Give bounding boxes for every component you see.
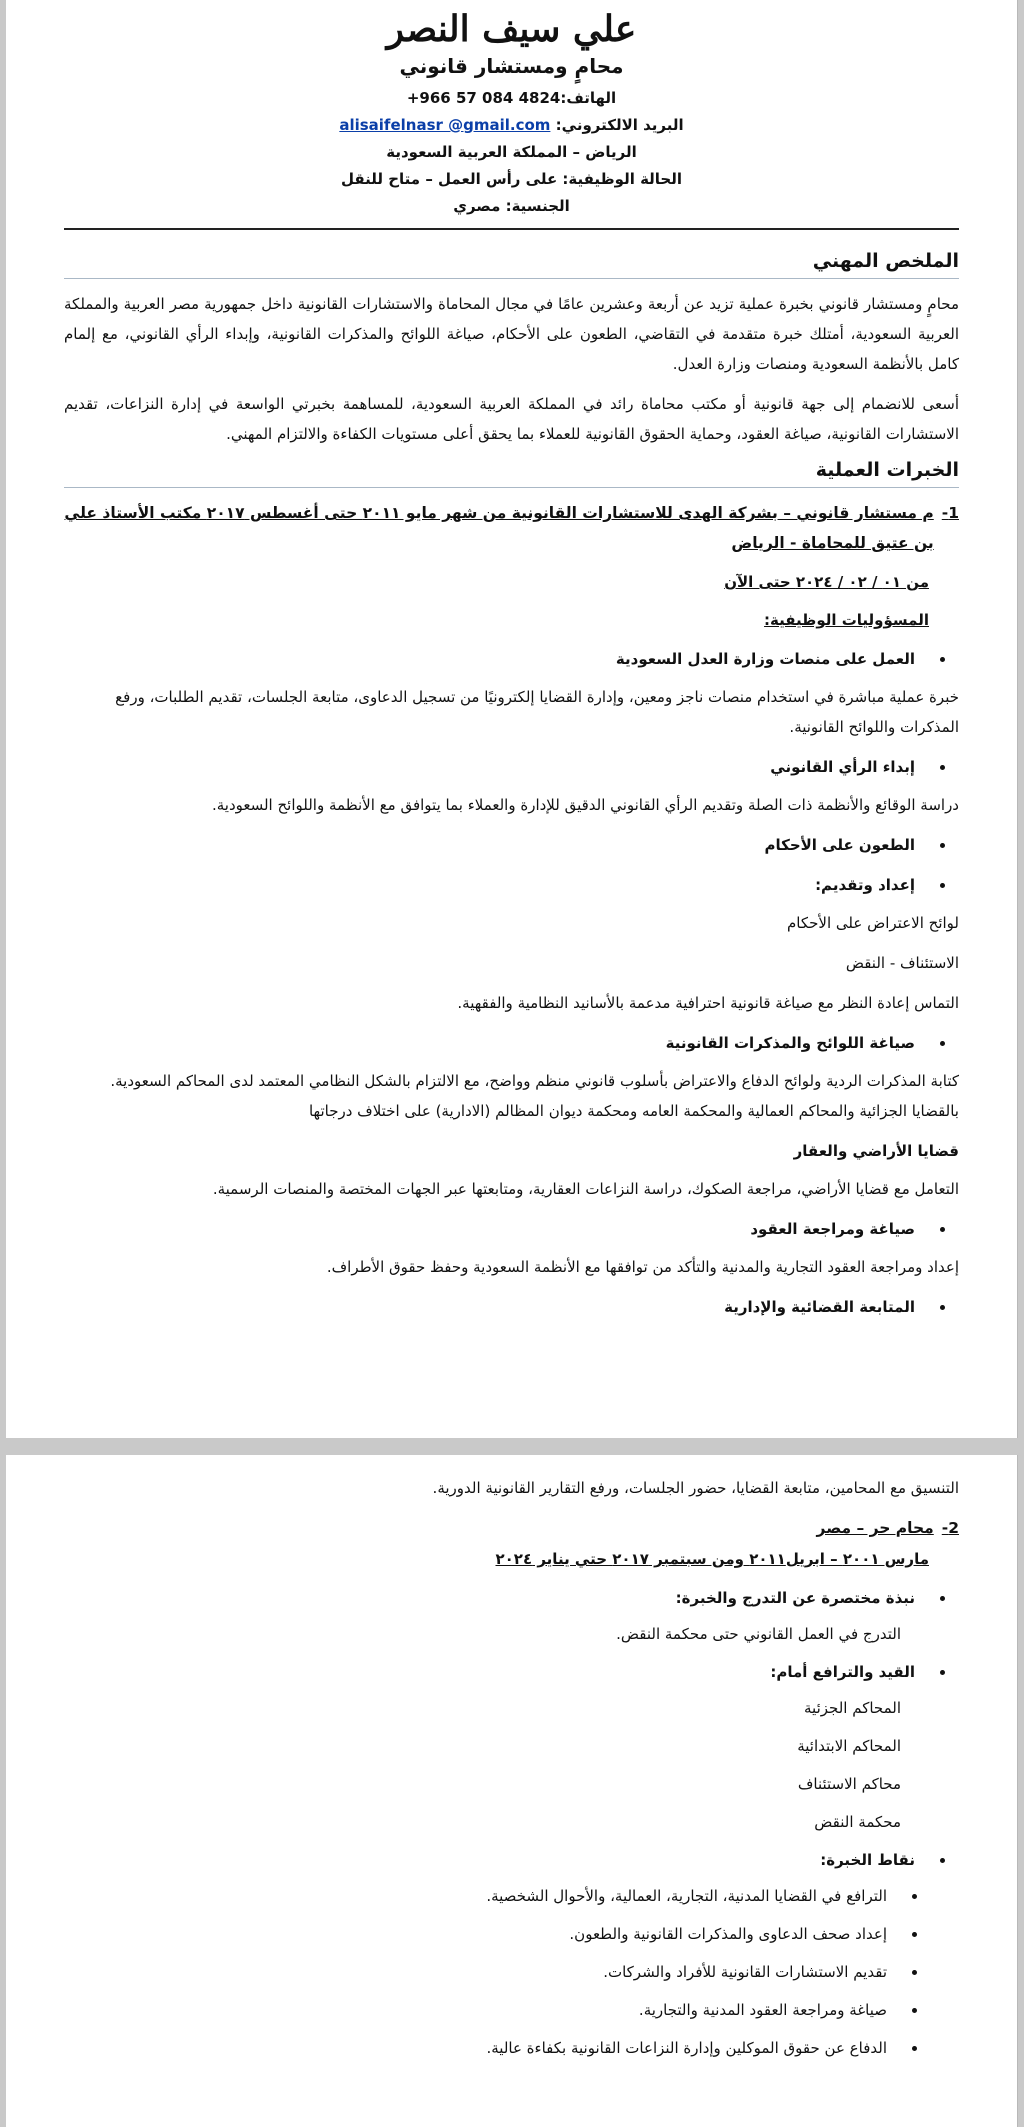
point-5: • الدفاع عن حقوق الموكلين وإدارة النزاعات القانونية بكفاءة عالية. (64, 2033, 901, 2063)
phone-label: الهاتف: (560, 89, 617, 107)
resp-moj-platforms: • العمل على منصات وزارة العدل السعودية (64, 644, 929, 674)
job-1-responsibilities-heading: المسؤوليات الوظيفية: (764, 611, 929, 629)
resp-follow-up-text: التنسيق مع المحامين، متابعة القضايا، حضور الجلسات، ورفع التقارير القانونية الدورية. (432, 1479, 959, 1497)
resp-follow-up: • المتابعة القضائية والإدارية (64, 1292, 929, 1322)
resp-appeals: • الطعون على الأحكام (64, 830, 929, 860)
point-2: • إعداد صحف الدعاوى والمذكرات القانونية والطعون. (64, 1919, 901, 1949)
candidate-name: علي سيف النصر (386, 8, 637, 50)
job-1-number: 1- (941, 504, 959, 522)
job-1-responsibilities-6 (64, 1292, 959, 1322)
resp-drafting-memos: • صياغة اللوائح والمذكرات القانونية (64, 1028, 929, 1058)
resp-prepare-line-2: الاستئناف - النقض (845, 954, 959, 972)
nationality-line: الجنسية: مصري (453, 197, 570, 215)
court-2: المحاكم الابتدائية (797, 1737, 901, 1755)
land-cases-text: التعامل مع قضايا الأراضي، مراجعة الصكوك، دراسة النزاعات العقارية، ومتابعتها عبر الجهات المختصة والمنصات الرسمية. (212, 1180, 959, 1198)
job-2-experience-points: • نقاط الخبرة: (64, 1845, 929, 1875)
resume-page-2 (6, 1455, 1018, 2127)
status-line: الحالة الوظيفية: على رأس العمل – متاح للنقل (340, 170, 683, 188)
job-1-title (64, 498, 959, 558)
job-1-responsibilities-4 (64, 1028, 959, 1058)
job-2-registration: • القيد والترافع أمام: (64, 1657, 929, 1687)
job-1-responsibilities-2 (64, 752, 959, 782)
job-1-date: من ٠١ / ٠٢ / ٢٠٢٤ حتى الآن (724, 573, 929, 591)
job-1-title-text: م مستشار قانوني – بشركة الهدى للاستشارات القانونية من شهر مايو ٢٠١١ حتى أغسطس ٢٠١٧ مكتب الأستاذ علي بن عتيق للمحاماة - الرياض (64, 504, 934, 552)
location-line: الرياض – المملكة العربية السعودية (386, 143, 637, 161)
resp-legal-opinion-text: دراسة الوقائع والأنظمة ذات الصلة وتقديم الرأي القانوني الدقيق للإدارة والعملاء بما يتوافق مع الأنظمة واللوائح السعودية. (211, 796, 959, 814)
header-divider (64, 228, 959, 230)
experience-heading: الخبرات العملية (815, 459, 959, 481)
court-3: محاكم الاستئناف (797, 1775, 901, 1793)
summary-paragraph-1: محامٍ ومستشار قانوني بخبرة عملية تزيد عن أربعة وعشرين عامًا في مجال المحاماة والاستشارات القانونية داخل جمهورية مصر العربية والمملكة العربية السعودية، أمتلك خبرة متقدمة في التقاضي، الطعون على الأحكام، صياغة اللوائح والمذكرات القانونية، وإبداء الرأي القانوني، مع إلمام كامل بالأنظمة السعودية ومنصات وزارة العدل. (64, 295, 959, 373)
summary-heading: الملخص المهني (812, 250, 959, 272)
job-2-section-2 (64, 1657, 959, 1687)
resp-prepare-line-3: التماس إعادة النظر مع صياغة قانونية احترافية مدعمة بالأسانيد النظامية والفقهية. (457, 994, 959, 1012)
resp-moj-platforms-text: خبرة عملية مباشرة في استخدام منصات ناجز ومعين، وإدارة القضايا إلكترونيًا من تسجيل الدعاوى، متابعة الجلسات، تقديم الطلبات، ورفع المذكرات واللوائح القانونية. (115, 688, 959, 736)
summary-paragraph-2: أسعى للانضمام إلى جهة قانونية أو مكتب محاماة رائد في المملكة العربية السعودية، للمساهمة بخبرتي الواسعة في إدارة النزاعات، تقديم الاستشارات القانونية، صياغة العقود، وحماية الحقوق القانونية للعملاء بما يحقق أعلى مستويات الكفاءة والالتزام المهني. (64, 395, 959, 443)
email-line (64, 113, 959, 137)
job-2-title (64, 1513, 959, 1543)
resp-prepare-line-1: لوائح الاعتراض على الأحكام (787, 914, 959, 932)
job-2-progression: • نبذة مختصرة عن التدرج والخبرة: (64, 1583, 929, 1613)
resp-contracts-text: إعداد ومراجعة العقود التجارية والمدنية والتأكد من توافقها مع الأنظمة السعودية وحفظ حقوق الأطراف. (326, 1258, 959, 1276)
phone-number[interactable]: +966 57 084 4824 (406, 89, 561, 107)
job-1-responsibilities-5 (64, 1214, 959, 1244)
job-2-points-list (64, 1881, 959, 2063)
court-4: محكمة النقض (814, 1813, 901, 1831)
summary-divider (64, 278, 959, 279)
point-1: • الترافع في القضايا المدنية، التجارية، العمالية، والأحوال الشخصية. (64, 1881, 901, 1911)
job-1-responsibilities (64, 644, 959, 674)
court-1: المحاكم الجزئية (804, 1699, 901, 1717)
job-2-progression-text: التدرج في العمل القانوني حتى محكمة النقض. (616, 1625, 901, 1643)
job-2-section-3 (64, 1845, 959, 1875)
resp-drafting-memos-text: كتابة المذكرات الردية ولوائح الدفاع والاعتراض بأسلوب قانوني منظم وواضح، مع الالتزام بالشكل النظامي المعتمد لدى المحاكم السعودية. بالقضايا الجزائية والمحاكم العمالية والمحكمة العامه ومحكمة ديوان المظالم (الادارية) على اختلاف درجاتها (110, 1072, 959, 1120)
candidate-title: محامٍ ومستشار قانوني (399, 54, 624, 78)
job-2-number: 2- (941, 1519, 959, 1537)
email-label: البريد الالكتروني: (555, 116, 684, 134)
job-2-section-1 (64, 1583, 959, 1613)
point-3: • تقديم الاستشارات القانونية للأفراد والشركات. (64, 1957, 901, 1987)
resp-contracts: • صياغة ومراجعة العقود (64, 1214, 929, 1244)
job-1-responsibilities-3 (64, 830, 959, 900)
email-link[interactable]: alisaifelnasr @gmail.com (339, 116, 551, 134)
phone-line (64, 86, 959, 110)
resp-prepare-submit: • إعداد وتقديم: (64, 870, 929, 900)
job-2-date: مارس ٢٠٠١ – ابريل٢٠١١ ومن سبتمبر ٢٠١٧ حتي يناير ٢٠٢٤ (495, 1550, 929, 1568)
resp-legal-opinion: • إبداء الرأي القانوني (64, 752, 929, 782)
land-cases-heading: قضايا الأراضي والعقار (793, 1142, 959, 1160)
resume-page-1 (6, 0, 1018, 1438)
point-4: • صياغة ومراجعة العقود المدنية والتجارية. (64, 1995, 901, 2025)
job-2-title-text: محام حر – مصر (816, 1519, 934, 1537)
experience-divider (64, 487, 959, 488)
